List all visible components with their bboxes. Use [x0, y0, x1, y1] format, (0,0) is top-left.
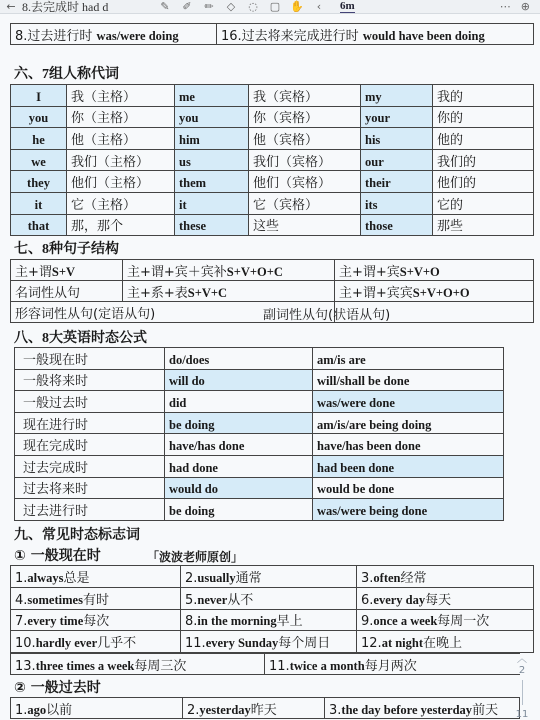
pronoun-en: your [365, 111, 390, 126]
item-zh: 早上 [276, 614, 303, 630]
table-cell [165, 369, 313, 391]
active-form: will do [169, 374, 205, 389]
table-cell [165, 348, 313, 370]
item-en: hardly ever [35, 636, 98, 651]
table-cell [15, 348, 165, 370]
table-row [11, 149, 534, 171]
cell-label: 主+谓+宾宾 [339, 285, 413, 301]
title-rest: 组人称代词 [49, 66, 119, 82]
cell-label: 主+谓 [15, 264, 52, 280]
pronoun-en: it [179, 197, 187, 212]
pronoun-zh: 我（宾格） [253, 89, 319, 105]
cell-formula: was/were doing [96, 28, 179, 43]
cell-label: 8.过去进行时 [15, 28, 97, 44]
active-form: be doing [169, 503, 215, 518]
table-cell [11, 631, 181, 653]
item-number: 5. [185, 592, 198, 608]
cell-label: 16.过去将来完成进行时 [221, 28, 363, 44]
item-zh: 以前 [46, 702, 73, 718]
page-current: 2 [518, 665, 526, 676]
table-cell [11, 260, 123, 281]
pronoun-en: you [179, 111, 199, 126]
item-en: every time [27, 614, 84, 629]
active-form: do/does [169, 352, 210, 367]
table-cell [313, 412, 504, 434]
tense-name: 现在进行时 [23, 417, 89, 433]
page-total: 11 [515, 709, 529, 720]
active-form: would do [169, 482, 218, 497]
table-cell [357, 566, 534, 588]
item-zh: 昨天 [250, 702, 277, 718]
table-cell [15, 391, 165, 413]
add-icon[interactable]: ⊕ [520, 0, 530, 13]
table-cell [11, 85, 67, 107]
table-cell [357, 609, 534, 631]
pronoun-zh: 这些 [253, 219, 280, 235]
pronoun-zh: 他们的 [437, 176, 477, 192]
subsection-past-simple: ② 一般过去时 [14, 680, 101, 696]
table-cell [313, 434, 504, 456]
adverbial-clause-label: 副词性从句(状语从句) [263, 308, 391, 323]
hand-icon[interactable]: ✋ [290, 0, 304, 13]
table-cell [67, 171, 175, 193]
pronoun-zh: 它（主格） [71, 197, 137, 213]
table-cell [67, 85, 175, 107]
item-number: 9. [361, 614, 374, 630]
scroll-track [522, 680, 523, 705]
item-number: 4. [15, 592, 28, 608]
item-zh: 经常 [400, 570, 427, 586]
item-en: at night [381, 636, 424, 651]
table-cell [175, 149, 249, 171]
table-cell [15, 499, 165, 521]
item-number: 12. [361, 636, 382, 652]
table-row [15, 455, 504, 477]
table-cell [433, 171, 534, 193]
passive-form: had been done [317, 460, 395, 475]
item-zh: 每天 [425, 592, 452, 608]
cell-label: 主+系+表 [127, 285, 188, 301]
table-row [11, 260, 534, 281]
pronoun-en: them [179, 176, 207, 191]
table-cell [165, 412, 313, 434]
table-cell [335, 281, 534, 302]
table-cell [433, 85, 534, 107]
item-zh: 每周一次 [437, 614, 490, 630]
item-zh: 前天 [472, 702, 499, 718]
signal-words-past-table [10, 697, 520, 719]
table-cell [11, 171, 67, 193]
table-row [15, 391, 504, 413]
cell-formula: S+V+O+C [226, 264, 283, 279]
toolbar-right [500, 0, 540, 13]
more-icon[interactable]: ⋯ [499, 0, 511, 13]
table-cell [15, 434, 165, 456]
table-cell [433, 149, 534, 171]
table-cell [175, 106, 249, 128]
passive-form: am/is/are being doing [317, 417, 432, 432]
tense-table-tail [10, 23, 534, 45]
item-en: yesterday [199, 702, 251, 717]
pronoun-zh: 你（主格） [71, 111, 137, 127]
item-number: 3. [361, 570, 374, 586]
table-row [11, 654, 521, 675]
title-num: 8 [42, 242, 49, 257]
table-cell [165, 499, 313, 521]
passive-form: would be done [317, 482, 395, 497]
pronoun-en: me [179, 89, 195, 104]
item-zh: 从不 [227, 592, 254, 608]
cell-label: 主+谓+宾＋宾补 [127, 264, 227, 280]
table-cell [313, 391, 504, 413]
table-cell [67, 149, 175, 171]
passive-form: will/shall be done [317, 374, 410, 389]
section-9-title: 九、常见时态标志词 [14, 527, 140, 543]
table-cell [165, 455, 313, 477]
table-cell [15, 455, 165, 477]
table-row [11, 609, 534, 631]
tense-name: 一般将来时 [23, 374, 89, 390]
table-row [15, 477, 504, 499]
item-number: 3. [329, 702, 342, 718]
table-cell [11, 192, 67, 214]
table-cell [181, 631, 357, 653]
table-cell [181, 609, 357, 631]
cell-formula: would have been doing [362, 28, 485, 43]
table-cell [313, 455, 504, 477]
cell-formula: S+V [51, 264, 76, 279]
table-cell [67, 214, 175, 236]
pronoun-zh: 你的 [437, 111, 464, 127]
arrow-left-icon[interactable]: ← [6, 0, 16, 13]
table-cell [175, 192, 249, 214]
item-en: twice a month [289, 658, 365, 673]
tense-name: 过去进行时 [23, 503, 89, 519]
table-row [11, 631, 534, 653]
item-en: usually [197, 570, 236, 585]
tense-formula-table [14, 347, 504, 521]
item-zh: 每个周日 [278, 636, 331, 652]
pronoun-en: he [32, 132, 45, 147]
item-en: in the morning [197, 614, 277, 629]
marker-icon[interactable]: ✏ [204, 0, 214, 13]
table-cell [249, 192, 361, 214]
cell-label: 名词性从句 [15, 285, 81, 301]
table-cell [183, 698, 325, 719]
pronoun-en: we [31, 154, 46, 169]
tool-group [158, 0, 326, 13]
item-en: the day before yesterday [341, 702, 473, 717]
table-cell [11, 654, 265, 675]
table-cell [11, 214, 67, 236]
pronoun-table [10, 84, 534, 236]
item-zh: 每月两次 [364, 658, 417, 674]
item-number: 7. [15, 614, 28, 630]
table-cell [181, 587, 357, 609]
table-row [11, 171, 534, 193]
title-rest: 大英语时态公式 [49, 330, 147, 346]
table-cell [265, 654, 521, 675]
item-zh: 通常 [235, 570, 262, 586]
table-cell [249, 128, 361, 150]
passive-form: am/is are [317, 352, 366, 367]
table-cell [361, 106, 433, 128]
active-form: be doing [169, 417, 215, 432]
table-cell [123, 281, 335, 302]
pronoun-zh: 那些 [437, 219, 464, 235]
item-en: every Sunday [205, 636, 279, 651]
item-zh: 几乎不 [97, 636, 137, 652]
pronoun-en: their [365, 176, 391, 191]
item-zh: 每周三次 [134, 658, 187, 674]
passive-form: was/were being done [317, 503, 428, 518]
table-cell [11, 24, 217, 45]
item-number: 10. [15, 636, 36, 652]
eraser-icon[interactable]: ◇ [226, 0, 236, 13]
item-en: every day [373, 592, 426, 607]
pronoun-zh: 它（宾格） [253, 197, 319, 213]
pronoun-en: you [28, 111, 49, 126]
active-form: did [169, 395, 187, 410]
table-cell [67, 192, 175, 214]
selected-text[interactable]: 6m [340, 0, 355, 12]
table-row [11, 85, 534, 107]
item-en: never [197, 592, 228, 607]
pronoun-zh: 我（主格） [71, 89, 137, 105]
tense-name: 过去完成时 [23, 460, 89, 476]
item-number: 2. [187, 702, 200, 718]
table-cell [357, 587, 534, 609]
cropped-heading: 8.去完成时 had d [22, 0, 109, 14]
pronoun-en: these [179, 219, 207, 234]
table-row [11, 587, 534, 609]
table-cell [11, 609, 181, 631]
subsection-present-simple: ① 一般现在时 [14, 548, 101, 564]
shapes-icon[interactable]: ▢ [269, 0, 281, 13]
item-number: 2. [185, 570, 198, 586]
table-cell [15, 412, 165, 434]
table-cell [15, 369, 165, 391]
table-row [15, 499, 504, 521]
table-cell [67, 106, 175, 128]
pronoun-zh: 它的 [437, 197, 464, 213]
page-scroll-indicator[interactable] [512, 650, 532, 720]
table-cell [249, 85, 361, 107]
tense-name: 一般过去时 [23, 395, 89, 411]
section-7-title [14, 238, 119, 258]
active-form: had done [169, 460, 218, 475]
title-prefix: 六、 [14, 66, 42, 82]
table-cell [217, 24, 534, 45]
pronoun-zh: 你（宾格） [253, 111, 319, 127]
pronoun-en: our [365, 154, 384, 169]
signal-words-row-13 [10, 653, 520, 675]
table-cell [175, 214, 249, 236]
table-cell [325, 698, 520, 719]
table-row [11, 106, 534, 128]
table-row [15, 412, 504, 434]
pronoun-en: it [34, 197, 43, 212]
pronoun-zh: 我们（主格） [71, 154, 150, 170]
item-en: three times a week [35, 658, 135, 673]
passive-form: have/has been done [317, 439, 421, 454]
table-cell [249, 214, 361, 236]
table-cell [165, 434, 313, 456]
table-cell [175, 128, 249, 150]
pronoun-zh: 他们（主格） [71, 176, 150, 192]
table-row [11, 281, 534, 302]
table-cell [11, 128, 67, 150]
table-cell [433, 214, 534, 236]
table-cell [313, 348, 504, 370]
author-stamp: 「波波老师原创」 [147, 550, 244, 564]
pronoun-zh: 我们的 [437, 154, 477, 170]
item-number: 13. [15, 658, 36, 674]
table-row [11, 566, 534, 588]
active-form: have/has done [169, 439, 245, 454]
table-row [15, 348, 504, 370]
table-cell [175, 171, 249, 193]
table-cell [313, 477, 504, 499]
signal-words-table [10, 565, 534, 653]
table-cell [165, 477, 313, 499]
lasso-icon[interactable]: ◌ [248, 0, 258, 13]
tense-name: 一般现在时 [23, 352, 89, 368]
pronoun-en: him [179, 132, 200, 147]
undo-icon[interactable]: ‹ [316, 0, 322, 13]
title-rest: 种句子结构 [49, 241, 119, 257]
table-cell [357, 631, 534, 653]
table-cell [249, 171, 361, 193]
table-cell [165, 391, 313, 413]
item-number: 11. [269, 658, 290, 674]
item-zh: 总是 [63, 570, 90, 586]
pronoun-zh: 他（宾格） [253, 132, 319, 148]
table-row [11, 128, 534, 150]
pronoun-en: that [27, 219, 50, 234]
table-cell [361, 214, 433, 236]
pronoun-zh: 那，那个 [71, 219, 124, 235]
table-row [11, 24, 534, 45]
pronoun-en: his [365, 132, 381, 147]
item-zh: 每次 [83, 614, 110, 630]
title-prefix: 八、 [14, 330, 42, 346]
cell-formula: S+V+O [399, 264, 440, 279]
table-cell [361, 149, 433, 171]
table-cell [361, 192, 433, 214]
table-cell [11, 281, 123, 302]
table-cell [249, 106, 361, 128]
item-en: sometimes [27, 592, 83, 607]
item-number: 1. [15, 570, 28, 586]
table-cell [335, 260, 534, 281]
table-cell [175, 85, 249, 107]
tense-name: 现在完成时 [23, 439, 89, 455]
item-number: 6. [361, 592, 374, 608]
table-cell [11, 587, 181, 609]
item-en: once a week [373, 614, 438, 629]
section-8-title [14, 327, 147, 347]
table-row [15, 434, 504, 456]
table-cell [67, 128, 175, 150]
cell-formula: S+V+C [187, 285, 228, 300]
table-cell [15, 477, 165, 499]
table-cell [433, 128, 534, 150]
cell-label: 形容词性从句(定语从句) [15, 306, 156, 322]
table-row [11, 698, 520, 719]
item-en: often [373, 570, 401, 585]
table-cell [361, 171, 433, 193]
pronoun-zh: 他的 [437, 132, 464, 148]
table-cell [11, 566, 181, 588]
item-number: 8. [185, 614, 198, 630]
item-number: 11. [185, 636, 206, 652]
annotation-toolbar [0, 0, 540, 14]
table-cell [181, 566, 357, 588]
table-cell [11, 106, 67, 128]
table-cell [11, 698, 183, 719]
passive-form: was/were done [317, 395, 395, 410]
table-cell [313, 369, 504, 391]
cell-formula: S+V+O+O [412, 285, 470, 300]
pronoun-en: they [27, 176, 50, 191]
section-6-title [14, 63, 119, 83]
table-cell [433, 192, 534, 214]
pen-icon[interactable]: ✎ [160, 0, 170, 13]
pronoun-zh: 他们（宾格） [253, 176, 332, 192]
item-en: always [27, 570, 64, 585]
pronoun-zh: 我的 [437, 89, 464, 105]
chevron-up-icon[interactable]: ︿ [517, 654, 527, 665]
table-row [15, 369, 504, 391]
table-cell [433, 106, 534, 128]
item-zh: 在晚上 [423, 636, 463, 652]
item-number: 1. [15, 702, 28, 718]
title-num: 8 [42, 331, 49, 346]
pronoun-en: I [36, 89, 41, 104]
table-row [11, 214, 534, 236]
table-cell [361, 128, 433, 150]
table-cell [123, 260, 335, 281]
tense-name: 过去将来时 [23, 482, 89, 498]
table-cell [249, 149, 361, 171]
pronoun-en: us [179, 154, 191, 169]
pronoun-en: its [365, 197, 378, 212]
table-cell [361, 85, 433, 107]
pronoun-en: those [365, 219, 393, 234]
table-cell [313, 499, 504, 521]
table-row [11, 192, 534, 214]
item-zh: 有时 [82, 592, 109, 608]
brush-icon[interactable]: ✐ [182, 0, 192, 13]
cell-label: 主+谓+宾 [339, 264, 400, 280]
pronoun-zh: 他（主格） [71, 132, 137, 148]
table-cell [11, 149, 67, 171]
title-prefix: 七、 [14, 241, 42, 257]
item-en: ago [27, 702, 47, 717]
title-num: 7 [42, 67, 49, 82]
pronoun-zh: 我们（宾格） [253, 154, 332, 170]
pronoun-en: my [365, 89, 382, 104]
